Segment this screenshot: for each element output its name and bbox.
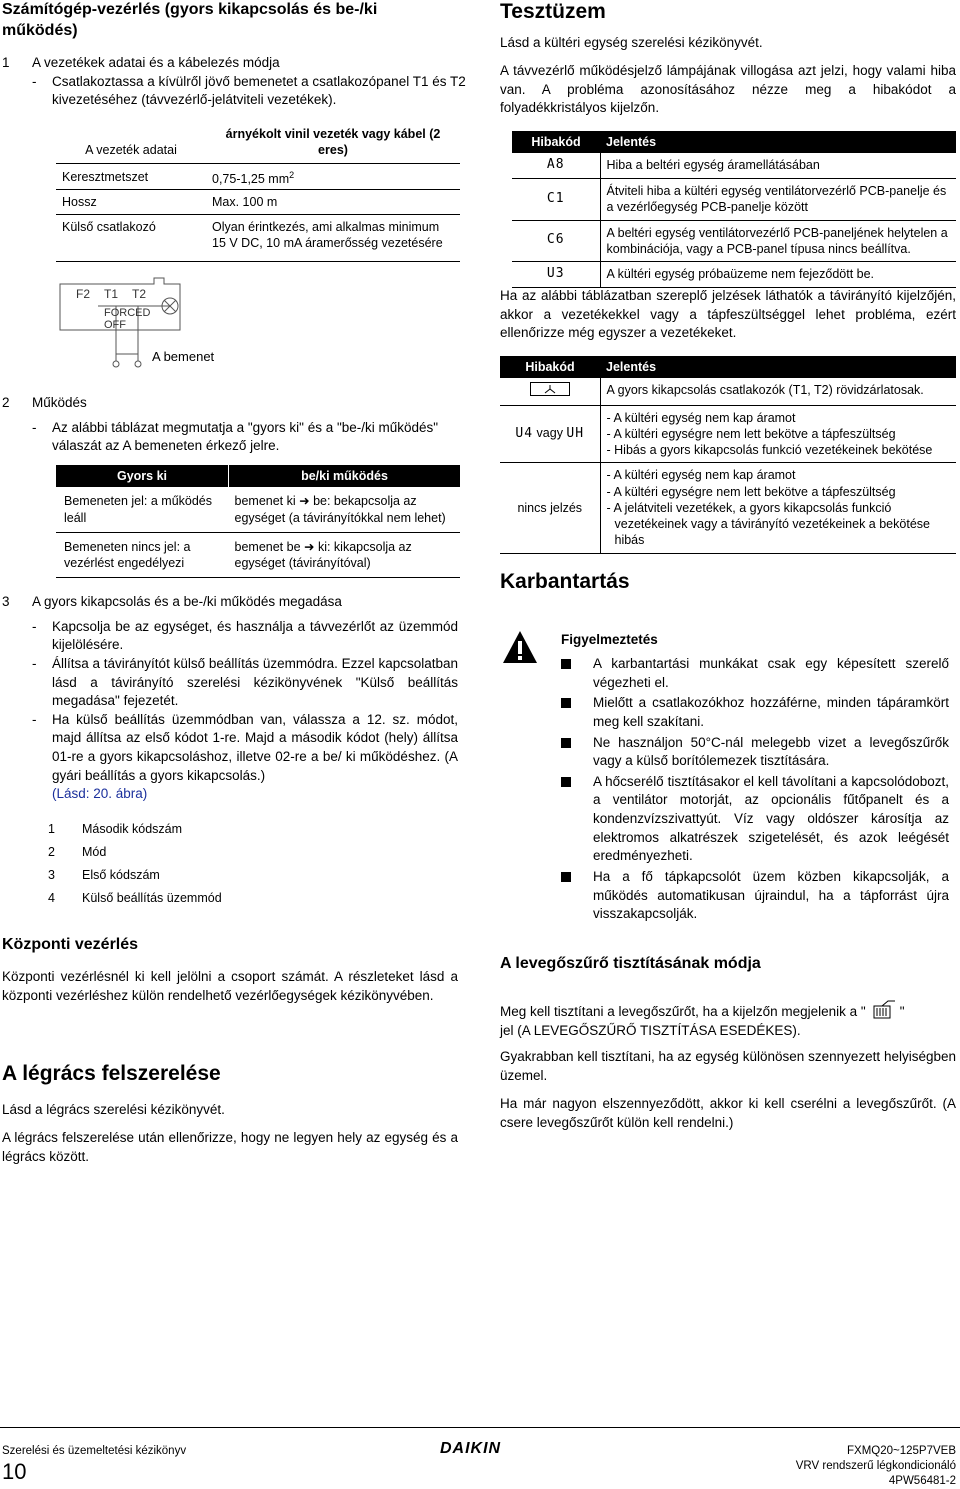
error-meaning: A gyors kikapcsolás csatlakozók (T1, T2) rövidzárlatosak. bbox=[600, 378, 956, 405]
legend-item bbox=[48, 844, 348, 867]
maintenance-bullets bbox=[561, 655, 949, 926]
off-label: OFF bbox=[104, 319, 126, 331]
central-control-text: Központi vezérlésnél ki kell jelölni a csoport számát. A részleteket lásd a központi vezérléshez külön rendelhető vezérlőegységek kézikönyvében. bbox=[2, 969, 458, 1003]
error-code: nincs jelzés bbox=[500, 463, 600, 553]
error-meaning bbox=[600, 463, 956, 553]
op-cell-b bbox=[229, 532, 461, 578]
bullet-text: Mielőtt a csatlakozókhoz hozzáférne, minden tápáramkört meg kell szakítani. bbox=[593, 695, 949, 729]
bullet-text: Ha a fő tápkapcsolót üzem közben kikapcsolják, a működés automatikusan újraindul, ha a tápforrást újra visszakapcsolják. bbox=[593, 868, 949, 922]
legend-text: Második kódszám bbox=[82, 822, 183, 836]
grille-text-2: A légrács felszerelése után ellenőrizze, hogy ne legyen hely az egység és a légrács között. bbox=[2, 1130, 458, 1164]
op-text: bemenet be bbox=[234, 539, 304, 554]
error-header-meaning: Jelentés bbox=[600, 131, 956, 153]
warning-bullet bbox=[561, 655, 949, 692]
error-meaning: A beltéri egység ventilátorvezérlő PCB-paneljének helytelen a kombinációja, vagy a PCB-panel típusa nincs beállítva. bbox=[600, 220, 956, 262]
dash-mark: - bbox=[32, 73, 37, 89]
error-header-code: Hibakód bbox=[500, 356, 600, 378]
filter-text-part: Meg kell tisztítani a levegőszűrőt, ha a kijelzőn megjelenik a " bbox=[500, 1004, 866, 1019]
footer-system: VRV rendszerű légkondicionáló bbox=[795, 1459, 956, 1472]
wire-spec-table bbox=[56, 122, 460, 258]
op-cell-a: Bemeneten nincs jel: a vezérlést engedélyezi bbox=[64, 539, 191, 570]
warning-label: Figyelmeztetés bbox=[561, 632, 658, 647]
error-code: A8 bbox=[512, 153, 600, 178]
maintenance-heading: Karbantartás bbox=[500, 570, 630, 593]
step-number: 3 bbox=[2, 594, 10, 609]
op-table-row bbox=[56, 487, 460, 532]
bullet-square bbox=[561, 872, 571, 882]
step-1 bbox=[2, 54, 472, 110]
test-run-heading: Tesztüzem bbox=[500, 0, 606, 23]
warning-bullet bbox=[561, 868, 949, 924]
dash-item bbox=[32, 711, 458, 804]
dash-item bbox=[32, 419, 472, 456]
forced-label: FORCED bbox=[104, 307, 151, 319]
error-row bbox=[500, 405, 956, 463]
wire-value-sup: 2 bbox=[289, 169, 295, 180]
dash-text: Kapcsolja be az egységet, és használja a távvezérlőt az üzemmód kijelölésére. bbox=[52, 618, 458, 653]
op-text: bemenet ki bbox=[234, 494, 300, 509]
footer-model: FXMQ20~125P7VEB bbox=[847, 1445, 956, 1457]
forced-off-display-icon bbox=[530, 382, 570, 396]
error-meaning-line: - A kültéri egységre nem lett bekötve a tápfeszültség bbox=[606, 484, 896, 499]
wire-value bbox=[206, 163, 460, 189]
dash-text: Csatlakoztassa a kívülről jövő bemenetet a csatlakozópanel T1 és T2 kivezetéséhez (távvezérlő-jelátviteli vezetékek). bbox=[52, 73, 466, 108]
legend-number: 2 bbox=[48, 845, 55, 859]
op-text: be: bekapcsolja az egységet (a távirányítókkal nem lehet) bbox=[234, 494, 446, 525]
error-code: C1 bbox=[512, 179, 600, 221]
op-header-2: be/ki működés bbox=[229, 465, 461, 487]
operation-table bbox=[56, 465, 460, 578]
legend-item bbox=[48, 890, 348, 913]
filter-text-part: " bbox=[899, 1004, 905, 1019]
bullet-square bbox=[561, 698, 571, 708]
step-number: 1 bbox=[2, 55, 10, 70]
step-title: A vezetékek adatai és a kábelezés módja bbox=[32, 55, 280, 70]
wire-key: Hossz bbox=[62, 194, 97, 209]
wire-value: Olyan érintkezés, ami alkalmas minimum 15 V DC, 10 mA áramerősség vezetésére bbox=[212, 220, 443, 251]
input-label: A bemenet bbox=[152, 349, 215, 364]
bullet-text: A hőcserélő tisztításakor el kell távolítani a kapcsolódobozt, a ventilátor motorját, az opcionális fűtőpanelt és a kondenzvízszivattyút. Víz vagy oldószer károsítja az elektromos alkatrészek szigetelését, és azok leégését eredményezheti. bbox=[593, 773, 949, 864]
error-table-header bbox=[500, 356, 956, 378]
filter-text-2: Gyakrabban kell tisztítani, ha az egység különösen szennyezett helyiségben üzemel. bbox=[500, 1049, 956, 1083]
warning-icon bbox=[502, 630, 538, 664]
error-row bbox=[512, 179, 956, 221]
grille-heading: A légrács felszerelése bbox=[2, 1062, 221, 1085]
error-meaning: A kültéri egység próbaüzeme nem fejeződött be. bbox=[600, 262, 956, 288]
grille-text-1: Lásd a légrács szerelési kézikönyvét. bbox=[2, 1102, 225, 1117]
error-code-uh: UH bbox=[566, 425, 585, 441]
bullet-square bbox=[561, 738, 571, 748]
error-code-or: vagy bbox=[533, 425, 567, 440]
error-meaning-line: - A jelátviteli vezetékek, a gyors kikapcsolás funkció vezetékeinek vagy a távirányító vezetékeinek a bekötése hibás bbox=[606, 500, 930, 548]
error-row bbox=[500, 463, 956, 553]
wire-table-header-1: A vezeték adatai bbox=[85, 143, 177, 158]
dash-text: Az alábbi táblázat megmutatja a "gyors ki" és a "be-/ki működés" válaszát az A bemeneten érkező jelre. bbox=[52, 419, 439, 454]
footer-manual-title: Szerelési és üzemeltetési kézikönyv bbox=[2, 1445, 187, 1457]
terminal-label-t2: T2 bbox=[132, 287, 147, 301]
error-code: C6 bbox=[512, 220, 600, 262]
error-meaning-line: - A kültéri egység nem kap áramot bbox=[606, 410, 796, 425]
legend-text: Mód bbox=[82, 845, 107, 859]
error-row bbox=[500, 378, 956, 405]
legend-number: 4 bbox=[48, 891, 55, 905]
wire-table-row bbox=[56, 215, 460, 258]
dash-mark: - bbox=[32, 655, 37, 671]
error-meaning-line: - Hibás a gyors kikapcsolás funkció vezetékeinek bekötése bbox=[606, 443, 933, 457]
error-meaning: Átviteli hiba a kültéri egység ventilátorvezérlő PCB-panelje és a vezérlőegység PCB-panelje között bbox=[600, 179, 956, 221]
wire-key: Külső csatlakozó bbox=[62, 220, 156, 235]
op-table-row bbox=[56, 532, 460, 578]
error-row bbox=[512, 262, 956, 288]
op-cell-b bbox=[229, 487, 461, 532]
dash-text: Ha külső beállítás üzemmódban van, válassza a 12. sz. módot, majd állítsa az első kódot 1-re. Majd a második kódot (hely) állítsa 01-re a gyors kikapcsoláshoz, illetve 02-re a be/ ki működéshez. (A gyári beállítás a gyors kikapcsolás.) bbox=[52, 711, 458, 783]
terminal-label-f2: F2 bbox=[76, 287, 91, 301]
test-text-1: Lásd a kültéri egység szerelési kézikönyvét. bbox=[500, 35, 763, 50]
test-text-2: A távvezérlő működésjelző lámpájának villogása azt jelzi, hogy valami hiba van. A probléma azonosításához nézze meg a hibakódot a folyadékkristályos kijelzőn. bbox=[500, 63, 956, 116]
arrow-icon: ➜ bbox=[304, 539, 315, 554]
daikin-logo: DAIKIN bbox=[440, 1440, 502, 1457]
step-title: A gyors kikapcsolás és a be-/ki működés megadása bbox=[32, 594, 342, 609]
page-number: 10 bbox=[2, 1459, 27, 1484]
wire-value-text: 0,75-1,25 mm bbox=[212, 171, 290, 186]
bullet-square bbox=[561, 777, 571, 787]
terminal-label-t1: T1 bbox=[104, 287, 119, 301]
op-cell-a: Bemeneten jel: a működés leáll bbox=[64, 494, 213, 525]
wire-value: Max. 100 m bbox=[212, 194, 278, 209]
figure-legend bbox=[48, 821, 348, 913]
filter-text-part: jel (A LEVEGŐSZŰRŐ TISZTÍTÁSA ESEDÉKES). bbox=[500, 1022, 801, 1038]
error-meaning bbox=[600, 405, 956, 463]
arrow-icon: ➜ bbox=[299, 494, 310, 509]
error-header-meaning: Jelentés bbox=[600, 356, 956, 378]
warning-triangle-svg bbox=[502, 630, 538, 664]
wire-table-row bbox=[56, 163, 460, 189]
dash-item bbox=[32, 655, 458, 711]
legend-number: 3 bbox=[48, 868, 55, 882]
footer-doc-code: 4PW56481-2 bbox=[888, 1474, 956, 1487]
legend-number: 1 bbox=[48, 822, 55, 836]
warning-bullet bbox=[561, 773, 949, 866]
central-control-heading: Központi vezérlés bbox=[2, 936, 139, 953]
op-text: ki: kikapcsolja az egységet (távirányítóval) bbox=[234, 539, 412, 570]
filter-text-1 bbox=[500, 1000, 956, 1040]
legend-item bbox=[48, 821, 348, 844]
bullet-square bbox=[561, 659, 571, 669]
step-3 bbox=[2, 593, 458, 804]
wire-table-header-2: árnyékolt vinil vezeték vagy kábel (2 eres) bbox=[225, 127, 441, 158]
error-meaning-line: - A kültéri egység nem kap áramot bbox=[606, 468, 796, 483]
warning-bullet bbox=[561, 734, 949, 771]
error-code-table bbox=[512, 131, 956, 288]
footer-model-info bbox=[796, 1444, 956, 1489]
step-number: 2 bbox=[2, 395, 10, 410]
wire-table-row bbox=[56, 189, 460, 214]
step-title: Működés bbox=[32, 395, 87, 410]
error-table-header bbox=[512, 131, 956, 153]
step-2 bbox=[2, 394, 472, 456]
wire-key: Keresztmetszet bbox=[62, 169, 149, 184]
terminal-diagram bbox=[58, 276, 258, 372]
error-row bbox=[512, 220, 956, 262]
filter-cleaning-heading: A levegőszűrő tisztításának módja bbox=[500, 955, 761, 972]
dash-mark: - bbox=[32, 419, 37, 435]
error-code-u4: U4 bbox=[515, 425, 534, 441]
error-meaning-line: - A kültéri egységre nem lett bekötve a tápfeszültség bbox=[606, 426, 896, 441]
figure-reference-link[interactable]: (Lásd: 20. ábra) bbox=[52, 786, 148, 802]
dash-item bbox=[32, 73, 472, 110]
bullet-text: A karbantartási munkákat csak egy képesített szerelő végezheti el. bbox=[593, 656, 949, 690]
dash-item bbox=[32, 618, 458, 655]
legend-item bbox=[48, 867, 348, 890]
error-code: U3 bbox=[512, 262, 600, 288]
wire-table-header bbox=[56, 122, 460, 163]
filter-text-3: Ha már nagyon elszennyeződött, akkor ki kell cserélni a levegőszűrőt. (A csere levegőszűrőt külön kell rendelni.) bbox=[500, 1096, 956, 1130]
dash-mark: - bbox=[32, 618, 37, 634]
footer-rule bbox=[0, 1427, 960, 1428]
warning-bullet bbox=[561, 694, 949, 731]
dash-text: Állítsa a távirányítót külső beállítás üzemmódra. Ezzel kapcsolatban lásd a távirányító szerelési kézikönyvének "Külső beállítás megadása" fejezetét. bbox=[52, 655, 458, 709]
section-title-computer-control: Számítógép-vezérlés (gyors kikapcsolás és be-/ki működés) bbox=[2, 1, 378, 39]
error-meaning: Hiba a beltéri egység áramellátásában bbox=[600, 153, 956, 178]
wiring-error-table bbox=[500, 356, 956, 554]
error-row bbox=[512, 153, 956, 178]
op-table-header bbox=[56, 465, 460, 487]
error-header-code: Hibakód bbox=[512, 131, 600, 153]
dash-mark: - bbox=[32, 711, 37, 727]
error-code bbox=[500, 378, 600, 405]
op-header-1: Gyors ki bbox=[56, 465, 229, 487]
wire-table-bottom-rule bbox=[56, 261, 460, 262]
filter-sign-icon bbox=[868, 1000, 898, 1020]
bullet-text: Ne használjon 50°C-nál melegebb vizet a levegőszűrők vagy a külső borítólemezek tisztítására. bbox=[593, 734, 949, 769]
legend-text: Külső beállítás üzemmód bbox=[82, 891, 222, 905]
wiring-check-text: Ha az alábbi táblázatban szereplő jelzések láthatók a távirányító kijelzőjén, akkor a vezetékekkel vagy a tápfeszültséggel lehet probléma, ezért ellenőrizze még egyszer a vezetékeket. bbox=[500, 288, 956, 341]
error-code bbox=[500, 405, 600, 463]
legend-text: Első kódszám bbox=[82, 868, 160, 882]
